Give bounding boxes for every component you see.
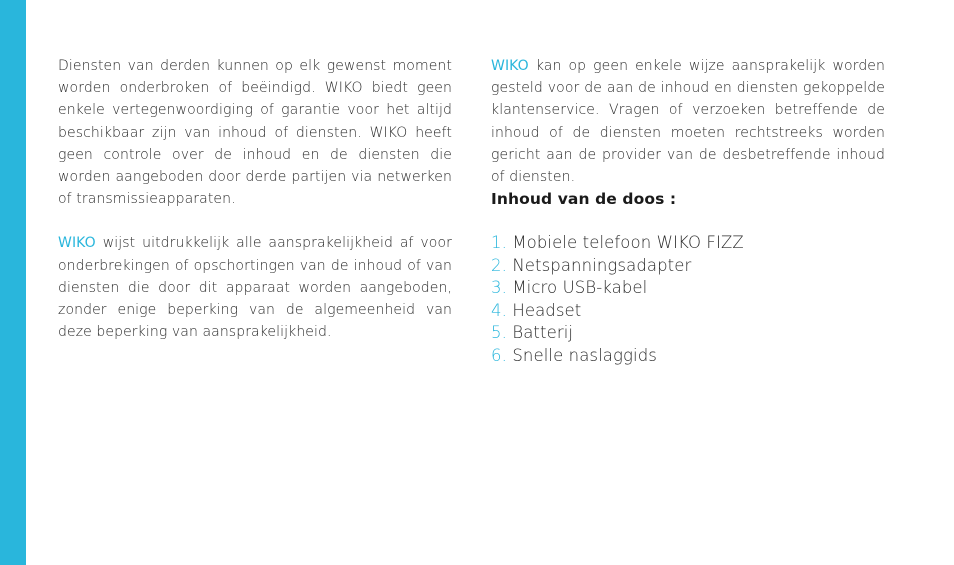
paragraph-liability-text: wijst uitdrukkelijk alle aansprakelijkheid af voor onderbrekingen of opschortingen van de inhoud of van diensten die door dit apparaat worden aangeboden, zonder enige beperking van de algemeenheid van deze beperking van aansprakelijkheid. xyxy=(58,235,452,341)
list-item-label: Mobiele telefoon WIKO FIZZ xyxy=(512,233,744,253)
paragraph-liability-disclaimer xyxy=(58,232,452,343)
right-column xyxy=(491,55,885,367)
list-item xyxy=(491,300,885,323)
paragraph-customer-service xyxy=(491,55,885,188)
left-column xyxy=(58,55,452,343)
list-item-label: Batterij xyxy=(512,323,574,343)
brand-name: WIKO xyxy=(491,58,529,74)
list-item-number: 5. xyxy=(491,323,507,343)
box-contents-heading: Inhoud van de doos : xyxy=(491,190,677,209)
list-item xyxy=(491,232,885,255)
list-item xyxy=(491,345,885,368)
box-contents-list xyxy=(491,232,885,367)
paragraph-customer-service-text: kan op geen enkele wijze aansprakelijk worden gesteld voor de aan de inhoud en diensten gekoppelde klantenservice. Vragen of verzoeken betreffende de inhoud of de diensten moeten rechtstreeks worden gericht aan de provider van de desbetreffende inhoud of diensten. xyxy=(491,58,885,186)
paragraph-third-party-services: Diensten van derden kunnen op elk gewenst moment worden onderbroken of beëindigd. WIKO biedt geen enkele vertegenwoordiging of garantie voor het altijd beschikbaar zijn van inhoud of diensten. WIKO heeft geen controle over de inhoud en de diensten die worden aangeboden door derde partijen via netwerken of transmissieapparaten. xyxy=(58,58,452,208)
list-item xyxy=(491,255,885,278)
list-item-label: Micro USB-kabel xyxy=(512,278,648,298)
list-item-number: 6. xyxy=(491,345,507,365)
list-item xyxy=(491,322,885,345)
accent-sidebar-bar xyxy=(0,0,26,565)
list-item-number: 2. xyxy=(491,255,507,275)
list-item-number: 4. xyxy=(491,300,507,320)
brand-name: WIKO xyxy=(58,235,96,252)
list-item-label: Snelle naslaggids xyxy=(512,345,657,365)
list-item-label: Headset xyxy=(512,300,582,320)
list-item xyxy=(491,277,885,300)
list-item-number: 3. xyxy=(491,278,507,298)
list-item-number: 1. xyxy=(491,233,507,253)
list-item-label: Netspanningsadapter xyxy=(512,255,692,275)
